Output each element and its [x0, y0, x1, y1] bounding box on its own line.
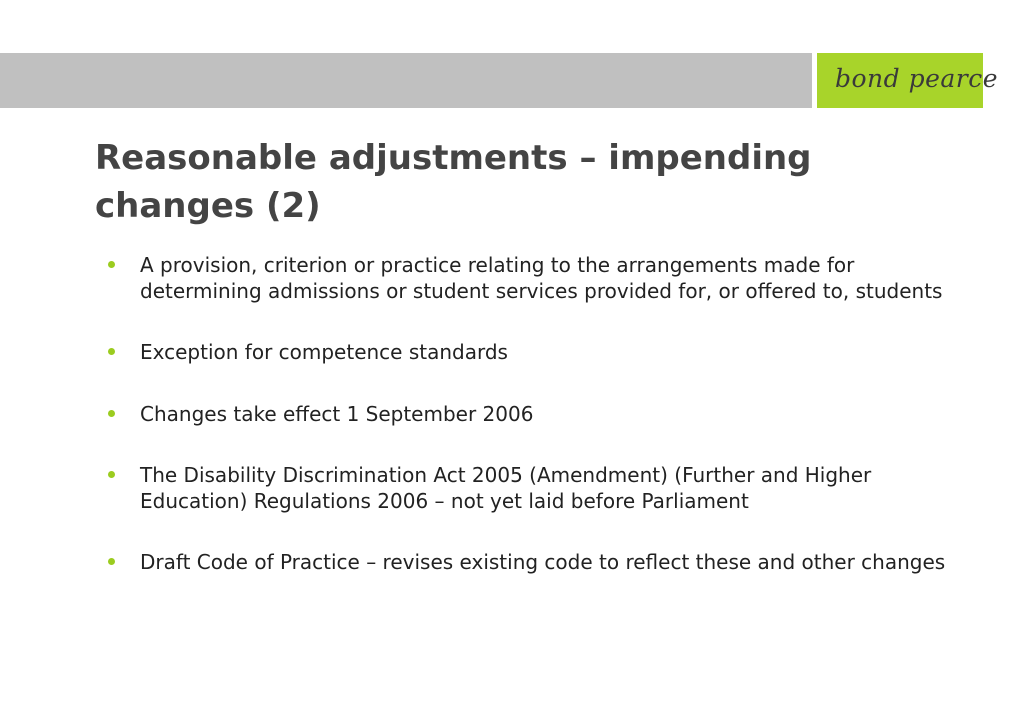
- bullet-text: Exception for competence standards: [140, 340, 508, 364]
- bullet-list: [108, 253, 948, 576]
- bullet-icon: [108, 410, 115, 417]
- bullet-icon: [108, 261, 115, 268]
- bullet-icon: [108, 558, 115, 565]
- bullet-item: [108, 253, 948, 304]
- bullet-icon: [108, 471, 115, 478]
- bullet-text: A provision, criterion or practice relating to the arrangements made for determining admissions or student services provided for, or offered to, students: [140, 253, 943, 303]
- bullet-text: Changes take effect 1 September 2006: [140, 401, 534, 426]
- header-band: [0, 53, 812, 108]
- bullet-item: [108, 463, 948, 514]
- logo-text: bond pearce: [835, 64, 999, 93]
- bullet-icon: [108, 348, 115, 355]
- bullet-item: [108, 550, 948, 576]
- slide-title: Reasonable adjustments – impending changes (2): [95, 138, 812, 226]
- bullet-text: Draft Code of Practice – revises existing code to reflect these and other changes: [140, 550, 946, 574]
- bullet-text: The Disability Discrimination Act 2005 (Amendment) (Further and Higher Education) Regulations 2006 – not yet laid before Parliament: [140, 463, 872, 513]
- bullet-item: [108, 402, 948, 428]
- bullet-item: [108, 340, 948, 366]
- company-logo: [817, 53, 999, 108]
